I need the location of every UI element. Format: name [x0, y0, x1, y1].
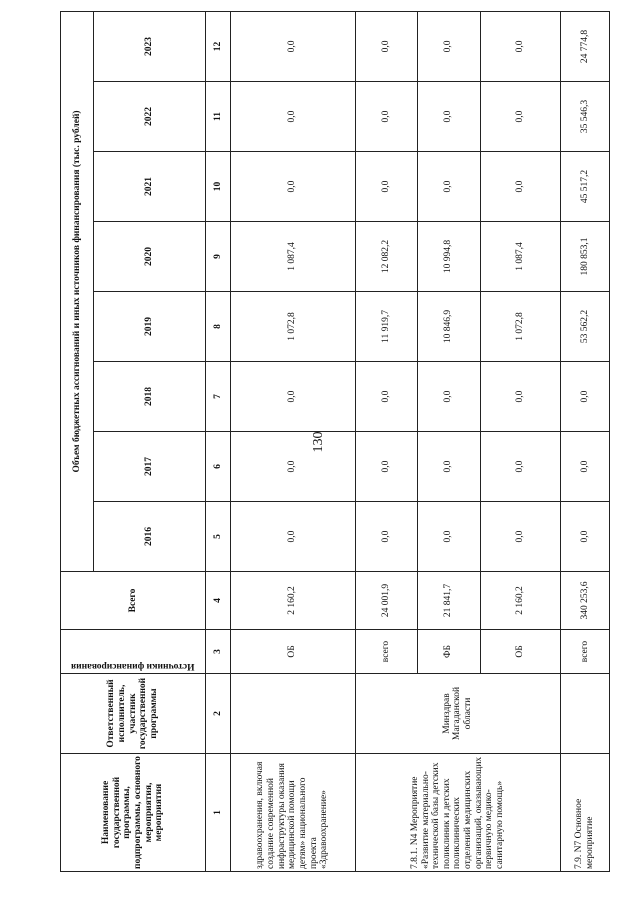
header-funding-group: Объем бюджетных ассигнований и иных источников финансирования (тыс. рублей) [61, 11, 94, 571]
row-value: 53 562,2 [560, 292, 609, 362]
table-row [230, 11, 355, 871]
row-value: 0,0 [230, 362, 355, 432]
row-value: 11 919,7 [355, 292, 417, 362]
row-value: 0,0 [230, 11, 355, 81]
column-number: 2 [206, 674, 231, 754]
row-responsible: Минздрав Магаданской области [355, 674, 560, 754]
row-source: ОБ [230, 630, 355, 674]
row-value: 0,0 [480, 152, 560, 222]
row-total: 340 253,6 [560, 572, 609, 630]
row-value: 24 774,8 [560, 11, 609, 81]
row-value: 0,0 [480, 362, 560, 432]
column-number: 11 [206, 82, 231, 152]
column-number: 10 [206, 152, 231, 222]
row-total: 24 001,9 [355, 572, 417, 630]
header-year: 2023 [94, 11, 206, 81]
row-total: 2 160,2 [230, 572, 355, 630]
row-value: 1 087,4 [480, 222, 560, 292]
row-value: 35 546,3 [560, 82, 609, 152]
row-responsible [560, 674, 609, 754]
rotated-table-container [60, 12, 610, 872]
row-responsible [230, 674, 355, 754]
row-value: 0,0 [418, 152, 480, 222]
header-source [61, 630, 206, 674]
column-number: 9 [206, 222, 231, 292]
row-value: 180 853,1 [560, 222, 609, 292]
row-total: 21 841,7 [418, 572, 480, 630]
header-year: 2016 [94, 502, 206, 572]
row-value: 0,0 [418, 432, 480, 502]
column-number: 3 [206, 630, 231, 674]
page-number: 130 [311, 431, 326, 453]
row-value: 1 072,8 [480, 292, 560, 362]
row-value: 0,0 [230, 502, 355, 572]
header-responsible: Ответственный исполнитель, участник государственной программы [61, 674, 206, 754]
table-row [560, 11, 609, 871]
row-value: 0,0 [480, 11, 560, 81]
row-value: 1 072,8 [230, 292, 355, 362]
row-source: всего [560, 630, 609, 674]
header-year: 2021 [94, 152, 206, 222]
row-value: 0,0 [418, 502, 480, 572]
row-value: 10 846,9 [418, 292, 480, 362]
row-value: 0,0 [230, 152, 355, 222]
row-value: 0,0 [480, 502, 560, 572]
column-number: 7 [206, 362, 231, 432]
header-year: 2018 [94, 362, 206, 432]
header-year: 2017 [94, 432, 206, 502]
row-value: 45 517,2 [560, 152, 609, 222]
header-name: Наименование государственной программы, подпрограммы, основного мероприятия, мероприятия [61, 754, 206, 872]
row-source: ОБ [480, 630, 560, 674]
row-value: 0,0 [418, 11, 480, 81]
row-value: 0,0 [480, 432, 560, 502]
row-value: 0,0 [355, 152, 417, 222]
row-value: 0,0 [230, 82, 355, 152]
column-number: 6 [206, 432, 231, 502]
row-value: 0,0 [355, 362, 417, 432]
row-value: 0,0 [480, 82, 560, 152]
row-name: 7.9. N7 Основное мероприятие [560, 754, 609, 872]
table-row [355, 11, 417, 871]
row-value: 0,0 [355, 502, 417, 572]
column-number: 8 [206, 292, 231, 362]
row-value: 0,0 [230, 432, 355, 502]
column-number: 4 [206, 572, 231, 630]
column-number: 1 [206, 754, 231, 872]
row-value: 0,0 [355, 11, 417, 81]
row-total: 2 160,2 [480, 572, 560, 630]
column-number: 5 [206, 502, 231, 572]
row-source: всего [355, 630, 417, 674]
row-source: ФБ [418, 630, 480, 674]
header-total: Всего [61, 572, 206, 630]
header-source-text: Источники финансирования [71, 661, 195, 671]
row-value: 0,0 [560, 432, 609, 502]
funding-table [60, 11, 610, 872]
row-value: 0,0 [355, 432, 417, 502]
row-value: 0,0 [355, 82, 417, 152]
header-year: 2019 [94, 292, 206, 362]
header-year: 2022 [94, 82, 206, 152]
header-year: 2020 [94, 222, 206, 292]
row-value: 0,0 [418, 82, 480, 152]
row-value: 0,0 [560, 502, 609, 572]
row-name: 7.8.1. N4 Мероприятие «Развитие материально-технической базы детских поликлиник и детских поликлинических отделений медицинских организаций, оказывающих первичную медико-санитарную помощь» [355, 754, 560, 872]
row-value: 10 994,8 [418, 222, 480, 292]
row-name: здравоохранения, включая создание современной инфраструктуры оказания медицинской помощи детям» национального проекта «Здравоохранение» [230, 754, 355, 872]
row-value: 1 087,4 [230, 222, 355, 292]
row-value: 0,0 [418, 362, 480, 432]
row-value: 12 082,2 [355, 222, 417, 292]
column-number: 12 [206, 11, 231, 81]
row-value: 0,0 [560, 362, 609, 432]
